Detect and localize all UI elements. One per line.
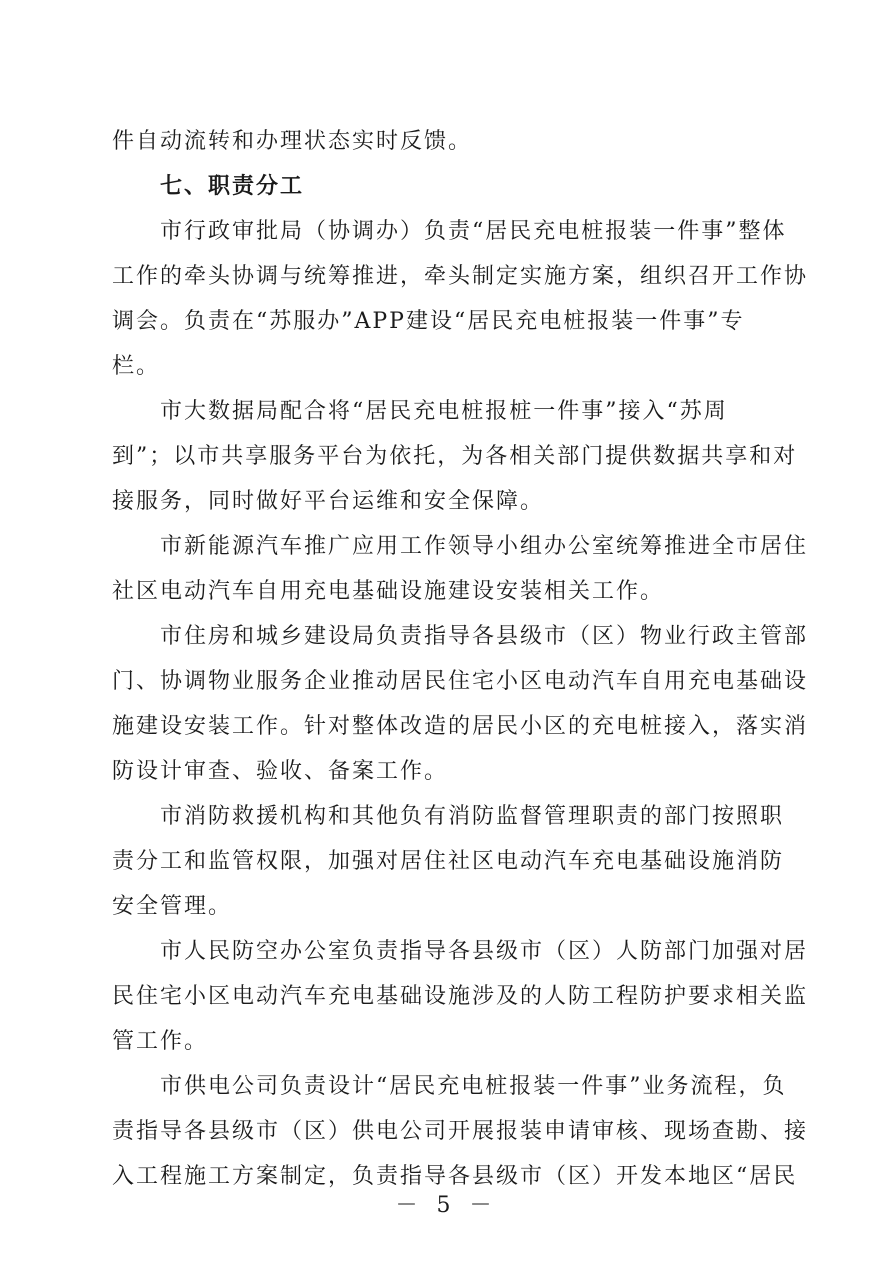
- text-line: [0, 120, 893, 164]
- section-heading-text: 七、职责分工: [160, 174, 305, 199]
- text-line: [0, 480, 893, 524]
- text-line: [0, 705, 893, 749]
- text-line-content: 件自动流转和办理状态实时反馈。: [112, 129, 473, 154]
- text-line-content: 入工程施工方案制定，负责指导各县级市（区）开发本地区“居民: [112, 1164, 798, 1189]
- text-line: [0, 1020, 893, 1064]
- text-line-content: 民住宅小区电动汽车充电基础设施涉及的人防工程防护要求相关监: [112, 984, 809, 1009]
- section-heading: [0, 165, 893, 209]
- text-line: [0, 750, 893, 794]
- text-line: [0, 930, 893, 974]
- text-line: [0, 435, 893, 479]
- text-line-content: 责分工和监管权限，加强对居住社区电动汽车充电基础设施消防: [112, 849, 785, 874]
- page-number: － 5 －: [395, 1193, 498, 1218]
- text-line-content: 防设计审查、验收、备案工作。: [112, 759, 449, 784]
- text-line: [0, 885, 893, 929]
- text-line: [0, 1110, 893, 1154]
- text-line: [0, 210, 893, 254]
- text-line-content: 接服务，同时做好平台运维和安全保障。: [112, 489, 545, 514]
- text-line: [0, 345, 893, 389]
- text-line-content: 责指导各县级市（区）供电公司开展报装申请审核、现场查勘、接: [112, 1119, 809, 1144]
- text-line: [0, 615, 893, 659]
- text-line-content: 市住房和城乡建设局负责指导各县级市（区）物业行政主管部: [160, 624, 809, 649]
- text-line-content: 门、协调物业服务企业推动居民住宅小区电动汽车自用充电基础设: [112, 669, 809, 694]
- text-line: [0, 525, 893, 569]
- text-line-content: 栏。: [112, 354, 161, 379]
- text-line-content: 安全管理。: [112, 894, 233, 919]
- text-line: [0, 255, 893, 299]
- text-line: [0, 1065, 893, 1109]
- text-line-content: 市消防救援机构和其他负有消防监督管理职责的部门按照职: [160, 804, 785, 829]
- text-line-content: 市新能源汽车推广应用工作领导小组办公室统筹推进全市居住: [160, 534, 809, 559]
- text-line-content: 市人民防空办公室负责指导各县级市（区）人防部门加强对居: [160, 939, 809, 964]
- text-line-content: 管工作。: [112, 1029, 209, 1054]
- text-line: [0, 570, 893, 614]
- text-line-content: 到”；以市共享服务平台为依托，为各相关部门提供数据共享和对: [112, 444, 798, 469]
- text-line-content: 市行政审批局（协调办）负责“居民充电桩报装一件事”整体: [160, 219, 787, 244]
- text-line-content: 施建设安装工作。针对整体改造的居民小区的充电桩接入，落实消: [112, 714, 809, 739]
- text-line: [0, 795, 893, 839]
- text-line-content: 调会。负责在“苏服办”APP建设“居民充电桩报装一件事”专: [112, 309, 745, 334]
- text-line-content: 社区电动汽车自用充电基础设施建设安装相关工作。: [112, 579, 665, 604]
- text-line: [0, 840, 893, 884]
- text-line: [0, 660, 893, 704]
- text-line: [0, 300, 893, 344]
- text-line: [0, 975, 893, 1019]
- text-line-content: 市大数据局配合将“居民充电桩报桩一件事”接入“苏周: [160, 399, 728, 424]
- text-line-content: 工作的牵头协调与统筹推进，牵头制定实施方案，组织召开工作协: [112, 264, 809, 289]
- text-line-content: 市供电公司负责设计“居民充电桩报装一件事”业务流程，负: [160, 1074, 787, 1099]
- text-line: [0, 390, 893, 434]
